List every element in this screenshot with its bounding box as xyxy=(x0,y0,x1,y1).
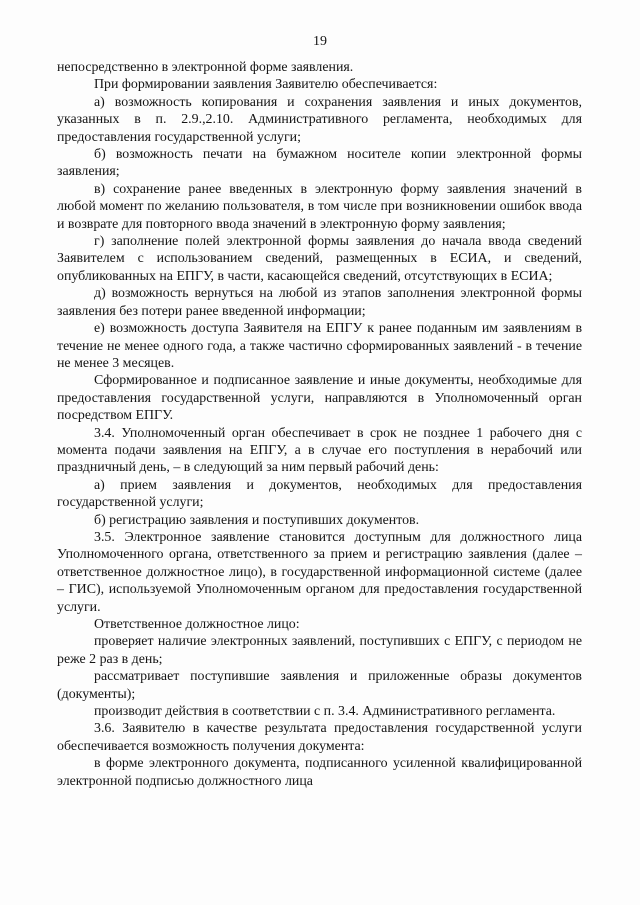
paragraph-section-3-6: 3.6. Заявителю в качестве результата предоставления государственной услуги обеспечивается возможность получения документа: xyxy=(57,721,582,754)
paragraph-intro: При формировании заявления Заявителю обеспечивается: xyxy=(94,77,438,93)
paragraph-section-3-5: 3.5. Электронное заявление становится доступным для должностного лица Уполномоченного органа, ответственного за прием и регистрацию заявления (далее – ответственное должностное лицо), в государственной информационной системе (далее – ГИС), используемой Уполномоченным органом для предоставления государственной услуги. xyxy=(57,529,582,615)
page-number: 19 xyxy=(313,34,327,49)
paragraph-performs: производит действия в соответствии с п. 3.4. Административного регламента. xyxy=(94,704,556,720)
paragraph-item-a: а) возможность копирования и сохранения заявления и иных документов, указанных в п. 2.9.,2.10. Административного регламента, необходимых для предоставления государственной услуги; xyxy=(57,94,582,145)
paragraph-3-4-item-b: б) регистрацию заявления и поступивших документов. xyxy=(94,512,420,528)
paragraph-item-v: в) сохранение ранее введенных в электронную форму заявления значений в любой момент по желанию пользователя, в том числе при возникновении ошибок ввода и возврате для повторного ввода значений в электронную форму заявления; xyxy=(57,181,582,232)
paragraph-item-b: б) возможность печати на бумажном носителе копии электронной формы заявления; xyxy=(57,147,582,180)
paragraph-continuation: непосредственно в электронной форме заявления. xyxy=(57,60,354,75)
paragraph-item-d: д) возможность вернуться на любой из этапов заполнения электронной формы заявления без потери ранее введенной информации; xyxy=(57,286,582,319)
paragraph-reviews: рассматривает поступившие заявления и приложенные образы документов (документы); xyxy=(57,669,582,702)
paragraph-section-3-4: 3.4. Уполномоченный орган обеспечивает в срок не позднее 1 рабочего дня с момента подачи заявления на ЕПГУ, а в случае его поступления в нерабочий или праздничный день, – в следующий за ним первый рабочий день: xyxy=(57,425,582,476)
paragraph-item-e: е) возможность доступа Заявителя на ЕПГУ к ранее поданным им заявлениям в течение не менее одного года, а также частично сформированных заявлений - в течение не менее 3 месяцев. xyxy=(57,321,582,371)
paragraph-electronic-form: в форме электронного документа, подписанного усиленной квалифицированной электронной подписью должностного лица xyxy=(57,756,582,789)
paragraph-3-4-item-a: а) прием заявления и документов, необходимых для предоставления государственной услуги; xyxy=(57,477,582,511)
paragraph-submission: Сформированное и подписанное заявление и иные документы, необходимые для предоставления государственной услуги, направляются в Уполномоченный орган посредством ЕПГУ. xyxy=(57,373,582,424)
paragraph-item-g: г) заполнение полей электронной формы заявления до начала ввода сведений Заявителем с использованием сведений, размещенных в ЕСИА, и сведений, опубликованных на ЕПГУ, в части, касающейся сведений, отсутствующих в ЕСИА; xyxy=(57,234,582,284)
paragraph-responsible-official: Ответственное должностное лицо: xyxy=(94,617,300,632)
paragraph-checks: проверяет наличие электронных заявлений, поступивших с ЕПГУ, с периодом не реже 2 раз в день; xyxy=(57,634,582,667)
document-body xyxy=(57,59,582,790)
